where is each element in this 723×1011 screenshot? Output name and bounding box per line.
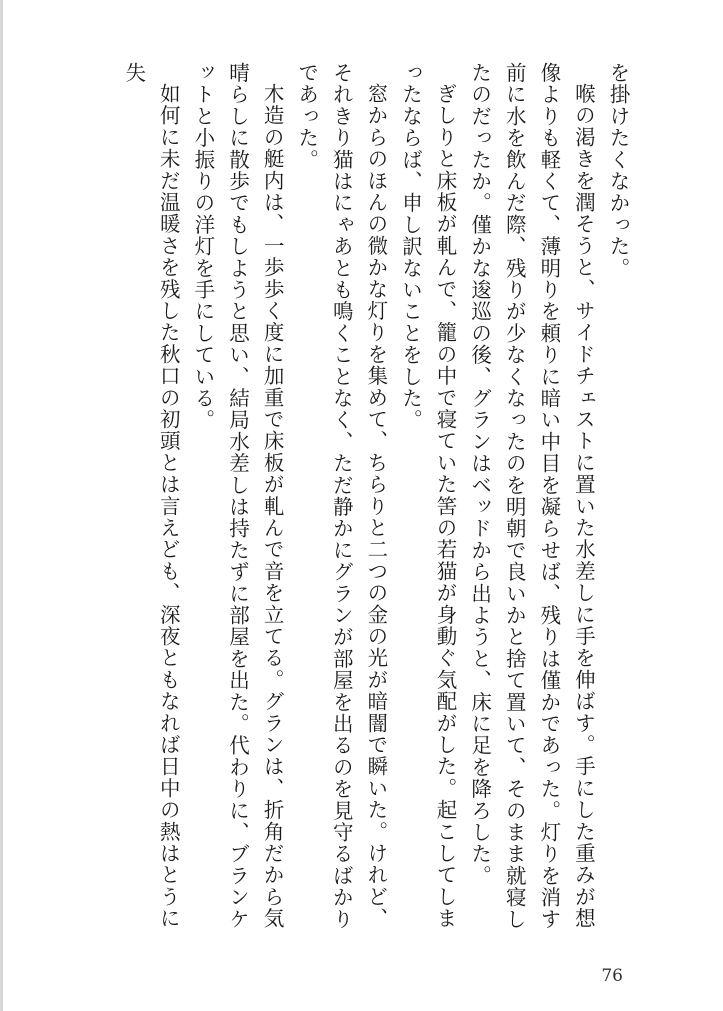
paragraph-6: 如何に未だ温暖さを残した秋口の初頭とは言えども、深夜ともなれば日中の熱はとうに失 xyxy=(121,62,181,929)
page-edge xyxy=(0,0,3,1011)
paragraph-2: 喉の渇きを潤そうと、サイドチェストに置いた水差しに手を伸ばす。手にした重みが想像よりも軽くて、薄明りを頼りに暗い中目を凝らせば、残りは僅かであった。灯りを消す前に水を飲んだ際、残りが少なくなったのを明朝で良いかと捨て置いて、そのまま就寝したのだったか。僅かな逡巡の後、グランはベッドから出ようと、床に足を降ろした。 xyxy=(467,62,596,930)
paragraph-5: 木造の艇内は、一歩歩く度に加重で床板が軋んで音を立てる。グランは、折角だから気晴らしに散歩でもしようと思い、結局水差しは持たずに部屋を出た。代わりに、ブランケットと小振りの洋灯を手にしている。 xyxy=(190,62,285,930)
paragraph-4: 窓からのほんの微かな灯りを集めて、ちらりと二つの金の光が暗闇で瞬いた。けれど、それきり猫はにゃあとも鳴くことなく、ただ静かにグランが部屋を出るのを見守るばかりであった。 xyxy=(294,62,388,930)
vertical-text-body xyxy=(116,62,635,942)
page-number: 76 xyxy=(601,966,623,986)
paragraph-3: ぎしりと床板が軋んで、籠の中で寝ていた筈の若猫が身動ぐ気配がした。起こしてしまったならば、申し訳ないことをした。 xyxy=(398,62,458,929)
paragraph-1: を掛けたくなかった。 xyxy=(606,62,630,279)
